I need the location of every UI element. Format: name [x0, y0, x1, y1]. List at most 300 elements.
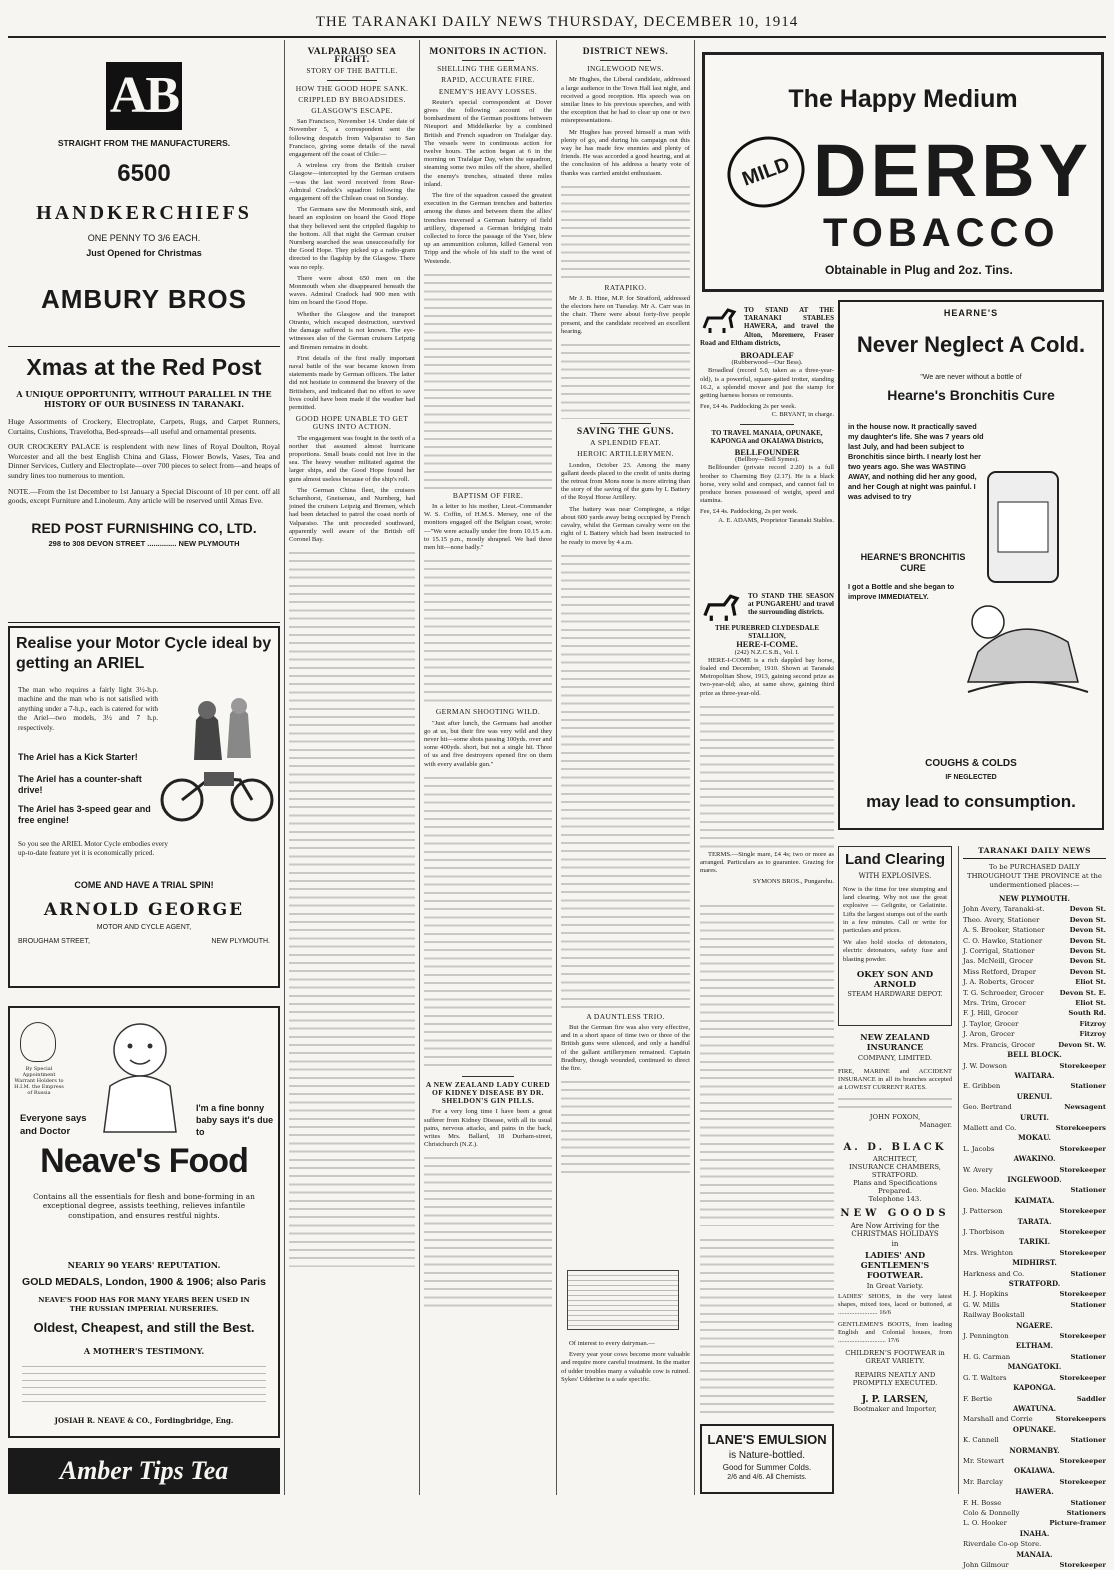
- valparaiso-sub: GLASGOW'S ESCAPE.: [311, 106, 393, 116]
- article-paragraph: In a letter to his mother, Lieut.-Commander W. S. Coffin, of H.M.S. Mersey, one of the monitors engaged off the Belgian coast, wrote:—"We were actually under fire from 10.15 a.m. to 15.15 p.m., mostly shrapnel. We had three men hit—none badly.": [424, 503, 552, 552]
- rule: [600, 60, 652, 61]
- ariel-street: BROUGHAM STREET,: [18, 938, 90, 945]
- hearne-neglected: IF NEGLECTED: [945, 774, 997, 781]
- agents-row: [963, 1029, 1106, 1039]
- agents-row: [963, 988, 1106, 998]
- column-rule: [556, 40, 557, 1495]
- agents-row: [963, 1102, 1106, 1112]
- agent-location: Devon St. E.: [1059, 988, 1106, 997]
- stallion-name: BELLFOUNDER: [734, 447, 800, 458]
- body-text-filler: [561, 1076, 690, 1176]
- article-paragraph: There were about 650 men on the Monmouth when she disappeared beneath the waves. Admiral Cradock had 900 men with him on board the Good Hope.: [289, 274, 415, 307]
- ariel-kick: The Ariel has a Kick Starter!: [18, 752, 138, 762]
- derby-ad: [702, 52, 1104, 292]
- agent-name: Geo. Bertrand: [963, 1103, 1012, 1112]
- stallion-lead: TO STAND THE SEASON at PUNGAREHU and travel the surrounding districts.: [748, 592, 834, 617]
- agent-location: Stationers: [1066, 1508, 1106, 1517]
- agent-location: Devon St.: [1069, 915, 1106, 924]
- ariel-see: So you see the ARIEL Motor Cycle embodies every up-to-date feature yet it is economically priced.: [18, 840, 168, 858]
- agent-location: Storekeeper: [1059, 1165, 1106, 1174]
- agent-name: Railway Bookstall: [963, 1311, 1025, 1320]
- agents-intro: To be PURCHASED DAILY THROUGHOUT THE PROVINCE at the undermentioned places:—: [967, 863, 1102, 889]
- ariel-headline: Realise your Motor Cycle ideal by getting an ARIEL: [16, 635, 272, 672]
- motorcycle-illustration: [160, 680, 276, 830]
- goods-boots: GENTLEMEN'S BOOTS, from leading English and Colonial houses, from ............................. 17/6: [838, 1320, 952, 1345]
- agents-row: [963, 1008, 1106, 1018]
- agent-name: Marshall and Corrie: [963, 1415, 1033, 1424]
- goods-ladies: LADIES' AND GENTLEMEN'S FOOTWEAR.: [860, 1250, 930, 1280]
- stallion-breeding: (Rubberwood—Our Bess).: [731, 359, 803, 367]
- agent-name: J. Patterson: [963, 1207, 1003, 1216]
- agents-row: [963, 1248, 1106, 1258]
- neave-body: Contains all the essentials for flesh and bone-forming in an exceptional degree, assists teething, relieves infantile constipation, and ensures restful nights.: [33, 1192, 255, 1220]
- agent-name: J. Thorbison: [963, 1228, 1005, 1236]
- ambury-ad: [8, 44, 280, 344]
- agent-location: Devon St.: [1069, 926, 1106, 935]
- article-paragraph: The engagement was fought in the teeth of a norther that assumed almost hurricane proportions. Small boats could not live in the sea. The heavy weather militated against the larger ships, and the Good Hope found her guns almost useless because of the ship's roll.: [289, 434, 415, 483]
- body-text-filler: [424, 269, 552, 489]
- agent-name: J. Pennington: [963, 1332, 1009, 1341]
- land-hold: We also hold stocks of detonators, electric detonators, safety fuse and blasting powder.: [843, 939, 947, 963]
- agent-name: E. Gribben: [963, 1082, 1001, 1091]
- agent-name: H. J. Hopkins: [963, 1290, 1009, 1299]
- ambury-name: AMBURY BROS: [40, 284, 247, 314]
- insurance-title: NEW ZEALAND INSURANCE: [860, 1032, 930, 1052]
- agent-name: Theo. Avery, Stationer: [963, 915, 1040, 924]
- article-paragraph: The Germans saw the Monmouth sink, and heard an explosion on board the Good Hope that they believed sent the crippled flagship to the bottom. All that night the German cruiser Nurnberg searched the seas unsuccessfully for the Good Hope. They picked up a radio-gram directed to the flagship by the Glasgow. There was no reply.: [289, 206, 415, 271]
- agent-name: Mrs. Wrighton: [963, 1248, 1014, 1257]
- agents-town: ELTHAM.: [1015, 1341, 1054, 1351]
- rule: [600, 423, 652, 424]
- stallion-body: Broadleaf (record 5.0, taken as a three-year-old), is a powerful, square-gaited trotter, standing 16.2, a splendid mover and just the stamp for getting harness horses or remounts.: [700, 367, 834, 400]
- agents-town: KAPONGA.: [1013, 1383, 1056, 1393]
- article-paragraph: Mr Hughes has proved himself a man with plenty of go, and during his campaign out this way he has made few enemies and plenty of friends. He was accorded a good hearing, and at the conclusion of his address a hearty vote of thanks was carried amidst enthusiasm.: [561, 128, 690, 177]
- agent-name: John Avery, Taranaki-st.: [963, 905, 1045, 914]
- stallion-body: Bellfounder (private record 2.20) is a full brother to Charming Boy (2.17). He is a black horse, very solid and compact, and cannot fail to produce horses possessed of weight, speed and stamina.: [700, 464, 834, 505]
- valparaiso-sub: CRIPPLED BY BROADSIDES.: [298, 94, 406, 104]
- insurance-agent: JOHN FOXON,: [869, 1112, 921, 1121]
- agents-town: WAITARA.: [1014, 1070, 1055, 1080]
- article-paragraph: Mr Hughes, the Liberal candidate, addressed a large audience in the Town Hall last night, and received a good reception. His speech was on similar lines to his previous speeches, and with the exception that he had to clear up one or two misrepresentations.: [561, 76, 690, 125]
- agents-row: [963, 1289, 1106, 1299]
- land-body: Now is the time for tree stumping and land clearing. Why not use the great explosive — Gelignite, or Gelatinite. Lifts the largest stumps out of the earth in a few minutes. Call or write for particulars and prices.: [843, 886, 947, 935]
- stallion-broadleaf-ad: [700, 306, 834, 581]
- agents-row: [963, 1508, 1106, 1518]
- derby-brand: DERBY: [813, 129, 1093, 212]
- stallion-breeding: (Bellboy—Bell Symes).: [735, 456, 799, 464]
- derby-badge: [717, 126, 814, 218]
- agent-location: Storekeeper: [1059, 1561, 1106, 1569]
- agents-list: [958, 846, 1106, 1569]
- agent-name: F. H. Bosse: [963, 1498, 1002, 1507]
- agents-groups: [963, 894, 1106, 1570]
- agents-town: MANGATOKI.: [1007, 1362, 1062, 1372]
- insurance-sub: COMPANY, LIMITED.: [857, 1054, 933, 1062]
- goods-shoes: LADIES' SHOES, in the very latest shapes, mixed toes, laced or buttoned, at ........................ 16/6: [838, 1293, 952, 1317]
- agent-location: Newsagent: [1064, 1103, 1106, 1112]
- lanes-good: Good for Summer Colds.: [722, 1463, 812, 1472]
- redpost-note: NOTE.—From the 1st December to 1st January a Special Discount of 10 per cent. off all goods, except Furniture and Linoleum. Any article will be reserved until Xmas Eve.: [8, 486, 280, 506]
- redpost-body2: OUR CROCKERY PALACE is resplendent with new lines of Royal Doulton, Royal Worcester and all the best English China and Glass, Flower Bowls, Vases, Tea and Dinner Services, Cutlery and Electroplate—over 700 pieces to select from—and heaps of sundry lines too numerous to mention.: [8, 442, 280, 480]
- article-paragraph: A wireless cry from the British cruiser Glasgow—intercepted by the German cruisers—was the last word received from Rear-Admiral Cradock's squadron following the engagement off the Chilean coast on Sunday.: [289, 162, 415, 203]
- article-paragraph: Reuter's special correspondent at Dover gives the following account of the bombardment of the German positions between Nieuport and Middelkerke by a combined British and French squadron on Trafalgar day. The vessels were in continuous action for twelve hours. The action began at 6 in the morning on Trafalgar Day, when the squadron, steaming some two miles off the shore, shelled the enemy's trenches, situated three miles inland.: [424, 98, 552, 188]
- valparaiso-sub: HOW THE GOOD HOPE SANK.: [295, 83, 409, 93]
- ambury-logo: AB: [106, 62, 182, 130]
- ariel-agent: MOTOR AND CYCLE AGENT,: [96, 924, 192, 931]
- nz-insurance-ad: [838, 1032, 952, 1132]
- stallion-fee: Fee, £4 4s. Paddocking 2s per week.: [700, 403, 797, 411]
- derby-headline: The Happy Medium: [788, 85, 1018, 113]
- land-firm: OKEY SON AND ARNOLD: [856, 969, 934, 990]
- rule: [462, 1076, 513, 1077]
- agents-town: TARIKI.: [1018, 1237, 1051, 1247]
- agent-location: Storekeeper: [1059, 1477, 1106, 1486]
- ambury-count: 6500: [117, 160, 171, 187]
- agents-row: [963, 1227, 1106, 1237]
- article-paragraph: For a very long time I have been a great sufferer from Kidney Disease, with all its usual pains, nervous attacks, and pains in the back, writes Mrs. Ballard, 18 Durham-street, Christchurch (N.Z.).: [424, 1108, 552, 1149]
- agent-location: Storekeeper: [1059, 1332, 1106, 1341]
- black-role: ARCHITECT,: [872, 1155, 918, 1163]
- hearne-body: in the house now. It practically saved my daughter's life. She was 7 years old last July, and had been subject to Bronchitis since birth. I nearly lost her two years ago. She was WASTING AWAY, and nothing did her any good, and her Cough at night was painful. I was advised to try: [848, 422, 984, 501]
- agent-name: H. G. Carman: [963, 1352, 1011, 1361]
- district-head: DISTRICT NEWS.: [582, 47, 669, 57]
- agents-row: [963, 1414, 1106, 1424]
- stallion-name: HERE-I-COME.: [736, 639, 798, 650]
- agent-name: Mr. Stewart: [963, 1456, 1005, 1465]
- valparaiso-head: VALPARAISO SEA FIGHT.: [307, 47, 397, 66]
- agent-location: Storekeeper: [1059, 1373, 1106, 1382]
- agents-town: OKAIAWA.: [1014, 1466, 1055, 1476]
- neave-maker: JOSIAH R. NEAVE & CO., Fordingbridge, Eng.: [54, 1416, 234, 1425]
- agents-row: [963, 915, 1106, 925]
- agents-town: AWAKINO.: [1013, 1154, 1056, 1164]
- agent-location: Saddler: [1076, 1394, 1106, 1403]
- monitors-head: MONITORS IN ACTION.: [429, 47, 547, 57]
- agent-name: T. G. Schroeder, Grocer: [963, 988, 1044, 997]
- agent-name: Miss Retford, Draper: [963, 967, 1037, 976]
- agents-row: [963, 956, 1106, 966]
- agent-name: G. T. Walters: [963, 1373, 1007, 1382]
- agents-row: [963, 1206, 1106, 1216]
- district-sub: A DAUNTLESS TRIO.: [586, 1011, 665, 1021]
- neave-testimony: A MOTHER'S TESTIMONY.: [83, 1346, 205, 1356]
- agents-row: [963, 904, 1106, 914]
- stallion-fee: Fee, £4 4s. Paddocking, 2s per week.: [700, 508, 798, 516]
- redpost-ad: [8, 350, 280, 620]
- agents-row: [963, 1165, 1106, 1175]
- rule: [327, 80, 377, 81]
- agents-row: [963, 1539, 1106, 1549]
- agents-row: [963, 1435, 1106, 1445]
- agent-location: Devon St.: [1069, 905, 1106, 914]
- masthead: THE TARANAKI DAILY NEWS THURSDAY, DECEMBER 10, 1914: [315, 14, 799, 30]
- divider: [8, 622, 280, 623]
- agents-row: [963, 1456, 1106, 1466]
- agents-row: [963, 1310, 1106, 1320]
- goods-repairs: REPAIRS NEATLY AND PROMPTLY EXECUTED.: [852, 1371, 938, 1388]
- agents-row: [963, 1518, 1106, 1528]
- dairy-section: [561, 1340, 690, 1387]
- ariel-trial: COME AND HAVE A TRIAL SPIN!: [74, 880, 214, 890]
- agent-name: Mrs. Francis, Grocer: [963, 1040, 1036, 1049]
- redpost-title: Xmas at the Red Post: [26, 354, 262, 380]
- rule: [740, 424, 794, 425]
- neave-appointment: By Special Appointment Warrant Holders to H.I.M. the Empress of Russia: [14, 1066, 64, 1096]
- ariel-intro: The man who requires a fairly light 3½-h.p. machine and the man who is not satisfied with anything under a 7-h.p., each is catered for with the Ariel—two models, 3½ and 7 h.p. respectively.: [18, 686, 158, 732]
- amber-tea-banner: [8, 1448, 280, 1494]
- agents-row: [963, 936, 1106, 946]
- agents-row: [963, 946, 1106, 956]
- agent-name: Mallett and Co.: [963, 1123, 1017, 1132]
- stallion-lead: TO STAND AT THE TARANAKI STABLES HAWERA, and travel the Alton, Moremere, Fraser Road and Eltham districts,: [700, 306, 834, 347]
- black-plans: Plans and Specifications Prepared.: [852, 1179, 938, 1195]
- agents-town: STRATFORD.: [1008, 1279, 1061, 1289]
- agents-row: [963, 1394, 1106, 1404]
- agent-location: Storekeepers: [1055, 1415, 1106, 1424]
- rule: [462, 60, 513, 61]
- agent-name: F. Bertie: [963, 1394, 993, 1403]
- agent-location: Devon St. W.: [1058, 1040, 1106, 1049]
- masthead-rule: [8, 36, 1106, 38]
- agents-town: TARATA.: [1017, 1216, 1052, 1226]
- article-paragraph: London, October 23. Among the many gallant deeds placed to the credit of units during the retreat from Mons none is more stirring than the story of the saving of the guns by L Battery of the Royal Horse Artillery.: [561, 461, 690, 502]
- agents-town: MIDHIRST.: [1012, 1258, 1057, 1268]
- agents-title: TARANAKI DAILY NEWS: [963, 846, 1106, 859]
- agent-location: Stationer: [1070, 1300, 1106, 1309]
- column-valparaiso: [289, 44, 415, 1494]
- article-paragraph: "Just after lunch, the Germans had another go at us, but their fire was very wild and they never hit—some shots passing 100yds. over and some 400yds. short, but not a single hit. Three of us and five destroyers opened fire on them with every available gun.": [424, 719, 552, 768]
- land-with: WITH EXPLOSIVES.: [858, 872, 932, 880]
- black-tel: Telephone 143.: [868, 1195, 922, 1203]
- agent-location: Storekeeper: [1059, 1248, 1106, 1257]
- article-paragraph: Whether the Glasgow and the transport Otranto, which escaped destruction, survived the damage suffered is not known. The eye-witnesses also of the German cruisers Leipzig and Bremen remains in doubt.: [289, 310, 415, 351]
- lanes-name: LANE'S EMULSION: [707, 1432, 827, 1447]
- ariel-shaft: The Ariel has a counter-shaft drive!: [18, 774, 142, 795]
- lanes-ad: [700, 1424, 834, 1494]
- agent-location: Stationer: [1070, 1352, 1106, 1361]
- agent-location: South Rd.: [1068, 1009, 1106, 1018]
- neave-used: NEAVE'S FOOD HAS FOR MANY YEARS BEEN USED IN THE RUSSIAN IMPERIAL NURSERIES.: [38, 1296, 250, 1313]
- redpost-company: RED POST FURNISHING CO, LTD.: [31, 519, 257, 536]
- monitors-subhead: GERMAN SHOOTING WILD.: [435, 707, 541, 717]
- district-sub: SAVING THE GUNS.: [576, 427, 675, 438]
- monitors-subhead: BAPTISM OF FIRE.: [452, 490, 524, 500]
- insurance-role: Manager.: [919, 1120, 952, 1129]
- ariel-ad: [8, 626, 280, 988]
- agent-name: J. Aron, Grocer: [963, 1030, 1015, 1039]
- agents-town: OPUNAKE.: [1012, 1424, 1057, 1434]
- article-paragraph: San Francisco, November 14. Under date of November 5, a correspondent sent the following despatch from Valparaiso to San Francisco, giving some details of the naval engagement off the coast of Chile:—: [289, 118, 415, 159]
- agent-location: Stationer: [1070, 1436, 1106, 1445]
- agent-location: Stationer: [1070, 1269, 1106, 1278]
- agents-town: URUTI.: [1020, 1112, 1049, 1122]
- inner-ad-filler: [700, 900, 834, 1226]
- goods-children: CHILDREN'S FOOTWEAR in GREAT VARIETY.: [845, 1349, 945, 1366]
- agents-row: [963, 1331, 1106, 1341]
- inner-ad-filler: [700, 1234, 834, 1414]
- district-sub: RATAPIKO.: [604, 282, 647, 292]
- ambury-straight: STRAIGHT FROM THE MANUFACTURERS.: [57, 138, 231, 148]
- stallion-agent: C. BRYANT, in charge.: [771, 411, 834, 419]
- agents-row: [963, 1373, 1106, 1383]
- stallion-name: BROADLEAF: [740, 350, 794, 361]
- valparaiso-sub: STORY OF THE BATTLE.: [306, 66, 398, 76]
- hearne-brand: HEARNE'S: [943, 308, 999, 318]
- agent-name: Colo & Donnelly: [963, 1508, 1020, 1517]
- agent-location: Stationer: [1070, 1498, 1106, 1507]
- agent-location: Devon St.: [1069, 936, 1106, 945]
- agent-location: Storekeeper: [1059, 1207, 1106, 1216]
- ambury-opened: Just Opened for Christmas: [86, 248, 202, 258]
- black-architect-ad: [838, 1142, 952, 1202]
- agent-name: F. J. Hill, Grocer: [963, 1009, 1019, 1018]
- hearne-cure2: HEARNE'S BRONCHITIS CURE: [860, 552, 966, 573]
- agent-name: W. Avery: [963, 1165, 993, 1174]
- agent-location: Eliot St.: [1075, 999, 1106, 1008]
- article-paragraph: The fire of the squadron caused the greatest execution in the German trenches and batteries among the dunes and between them the allies' trenches traversed a German battery of field artillery, dispersed a German bridging train collected to force the passage of the Yser, blew up an ammunition column, killed General von Tripp and the whole of his staff to the west of Westende.: [424, 192, 552, 265]
- land-firm2: STEAM HARDWARE DEPOT.: [847, 989, 943, 998]
- hearne-lead: may lead to consumption.: [866, 792, 1076, 811]
- stallion-fee: TERMS.—Single mare, £4 4s; two or more as arranged. Particulars as to guarantee. Grazing for mares.: [700, 850, 834, 875]
- derby-badge-label: MILD: [739, 153, 793, 191]
- agents-row: [963, 1123, 1106, 1133]
- agent-location: Devon St.: [1069, 947, 1106, 956]
- amber-tea-label: Amber Tips Tea: [59, 1456, 229, 1485]
- agents-row: [963, 1081, 1106, 1091]
- neave-ad: [8, 1006, 280, 1438]
- agents-row: [963, 1477, 1106, 1487]
- hearne-ad: [838, 300, 1104, 830]
- land-title: Land Clearing: [844, 851, 945, 868]
- district-sub: HEROIC ARTILLERYMEN.: [577, 449, 674, 459]
- goods-title: NEW GOODS: [840, 1208, 950, 1219]
- agent-name: A. S. Brooker, Stationer: [963, 926, 1045, 935]
- agents-row: [963, 1300, 1106, 1310]
- column-district: [561, 44, 690, 1494]
- agents-row: [963, 1040, 1106, 1050]
- agents-row: [963, 1560, 1106, 1570]
- horse-icon: [700, 592, 744, 622]
- agent-name: J. W. Dowson: [963, 1061, 1007, 1070]
- body-text-filler: [838, 1093, 952, 1111]
- body-text-filler: [424, 772, 552, 1072]
- redpost-body1: Huge Assortments of Crockery, Electroplate, Carpets, Rugs, and Carpet Runners, Curtains, Cushions, Travelotha, Bed-spreads—all useful and ornamental presents.: [8, 417, 280, 436]
- neave-years: NEARLY 90 YEARS' REPUTATION.: [67, 1260, 221, 1270]
- agent-location: Storekeeper: [1059, 1228, 1106, 1236]
- body-text-filler: [561, 181, 690, 281]
- goods-in: in: [891, 1240, 899, 1248]
- agents-town: BELL BLOCK.: [1007, 1050, 1062, 1060]
- new-goods-ad: [838, 1208, 952, 1494]
- ariel-gear: The Ariel has 3-speed gear and free engine!: [18, 804, 151, 825]
- stallion-reg: (242) N.Z.C.S.B., Vol. I.: [734, 648, 800, 656]
- agent-name: Harkness and Co.: [963, 1269, 1025, 1278]
- ambury-product: HANDKERCHIEFS: [36, 202, 252, 224]
- agent-name: Mr. Barclay: [963, 1477, 1003, 1486]
- body-text-filler: [289, 547, 415, 1267]
- agents-town: NEW PLYMOUTH.: [999, 894, 1070, 903]
- black-address: INSURANCE CHAMBERS, STRATFORD.: [849, 1163, 941, 1179]
- stallion-name: THE PUREBRED CLYDESDALE STALLION,: [715, 624, 819, 641]
- black-name: A. D. BLACK: [843, 1142, 947, 1153]
- agents-row: [963, 1498, 1106, 1508]
- agent-location: Storekeeper: [1059, 1061, 1106, 1070]
- agent-name: L. Jacobs: [963, 1144, 995, 1153]
- agent-location: Fitzroy: [1079, 1030, 1106, 1039]
- article-paragraph: The German China fleet, the cruisers Scharnhorst, Gneisenau, and Nurnberg, had joined the cruisers Leipzig and Bremen, which had been detached to patrol the coast north of Valparaiso. The unit proceeded southward, apparently well aware of the British off Coronel Bay.: [289, 486, 415, 543]
- agents-row: [963, 1269, 1106, 1279]
- agents-row: [963, 925, 1106, 935]
- agent-name: Riverdale Co-op Store.: [963, 1540, 1042, 1549]
- agent-name: L. O. Hooker: [963, 1519, 1007, 1528]
- agent-location: Picture-framer: [1049, 1519, 1106, 1528]
- horse-icon: [700, 306, 740, 334]
- agent-name: Geo. Mackie: [963, 1186, 1006, 1195]
- ariel-dealer: ARNOLD GEORGE: [43, 900, 245, 920]
- neave-everyone: Everyone says and Doctor: [20, 1113, 87, 1137]
- agents-row: [963, 1352, 1106, 1362]
- agent-location: Storekeepers: [1055, 1123, 1106, 1132]
- stallion-hereicome-ad: [700, 592, 834, 892]
- insurance-body: FIRE, MARINE and ACCIDENT INSURANCE in all its branches accepted at LOWEST CURRENT RATES.: [838, 1068, 952, 1092]
- agents-town: NORMANBY.: [1009, 1445, 1060, 1455]
- agents-town: MOKAU.: [1018, 1133, 1051, 1143]
- column-monitors: [424, 44, 552, 1494]
- agents-town: URENUI.: [1016, 1091, 1053, 1101]
- body-text-filler: [700, 701, 834, 851]
- agent-location: Storekeeper: [1059, 1456, 1106, 1465]
- agent-location: Stationer: [1070, 1186, 1106, 1195]
- agents-town: AWATUNA.: [1012, 1403, 1057, 1413]
- monitors-sub: ENEMY'S HEAVY LOSSES.: [438, 86, 538, 96]
- article-paragraph: Mr J. B. Hine, M.P. for Stratford, addressed the electors here on Tuesday. Mr A. Carr was in the chair. There were about forty-five people present, and the candidate received an excellent hearing.: [561, 295, 690, 335]
- body-text-filler: [424, 1152, 552, 1312]
- column-rule: [419, 40, 420, 1495]
- agent-name: K. Cannell: [963, 1436, 999, 1445]
- article-paragraph: But the German fire was also very effective, and in a short space of time two or three of the British guns were silenced, and only a handful of the gallant artillerymen remained. Captain Bradbury, though wounded, continued to direct the fire.: [561, 1023, 690, 1072]
- agent-name: J. Corrigal, Stationer: [963, 947, 1035, 956]
- stallion-lead: TO TRAVEL MANAIA, OPUNAKE, KAPONGA and OKAIAWA Districts,: [710, 428, 824, 445]
- agent-name: J. Taylor, Grocer: [963, 1019, 1019, 1028]
- ariel-town: NEW PLYMOUTH.: [211, 938, 270, 945]
- agent-name: Mrs. Trim, Grocer: [963, 999, 1026, 1008]
- ambury-price: ONE PENNY TO 3/6 EACH.: [87, 233, 201, 243]
- goods-owner: J. P. LARSEN,: [861, 1395, 929, 1406]
- agents-row: [963, 1019, 1106, 1029]
- neave-medals: GOLD MEDALS, London, 1900 & 1906; also Paris: [22, 1276, 266, 1288]
- agents-row: [963, 998, 1106, 1008]
- agents-row: [963, 1144, 1106, 1154]
- agent-location: Storekeeper: [1059, 1144, 1106, 1153]
- stallion-agent: SYMONS BROS., Pungarehu.: [752, 878, 834, 886]
- agent-name: John Gilmour: [963, 1561, 1009, 1569]
- neave-oldest: Oldest, Cheapest, and still the Best.: [33, 1320, 255, 1335]
- agent-location: Devon St.: [1069, 957, 1106, 966]
- agent-name: J. A. Roberts, Grocer: [963, 978, 1034, 987]
- agents-town: MANAIA.: [1016, 1549, 1053, 1559]
- hearne-illustration: [958, 452, 1098, 702]
- hearne-headline: Never Neglect A Cold.: [856, 332, 1086, 357]
- lanes-tag: is Nature-bottled.: [728, 1450, 806, 1461]
- redpost-address: 298 to 308 DEVON STREET .............. NEW PLYMOUTH: [48, 538, 240, 548]
- hearne-cure: Hearne's Bronchitis Cure: [887, 387, 1055, 403]
- agent-location: Fitzroy: [1079, 1019, 1106, 1028]
- redpost-tagline: A UNIQUE OPPORTUNITY, WITHOUT PARALLEL IN THE HISTORY OF OUR BUSINESS IN TARANAKI.: [16, 389, 272, 409]
- agent-location: Devon St.: [1069, 967, 1106, 976]
- agent-location: Stationer: [1070, 1082, 1106, 1091]
- body-text-filler: [424, 555, 552, 705]
- monitors-sub: RAPID, ACCURATE FIRE.: [441, 75, 535, 85]
